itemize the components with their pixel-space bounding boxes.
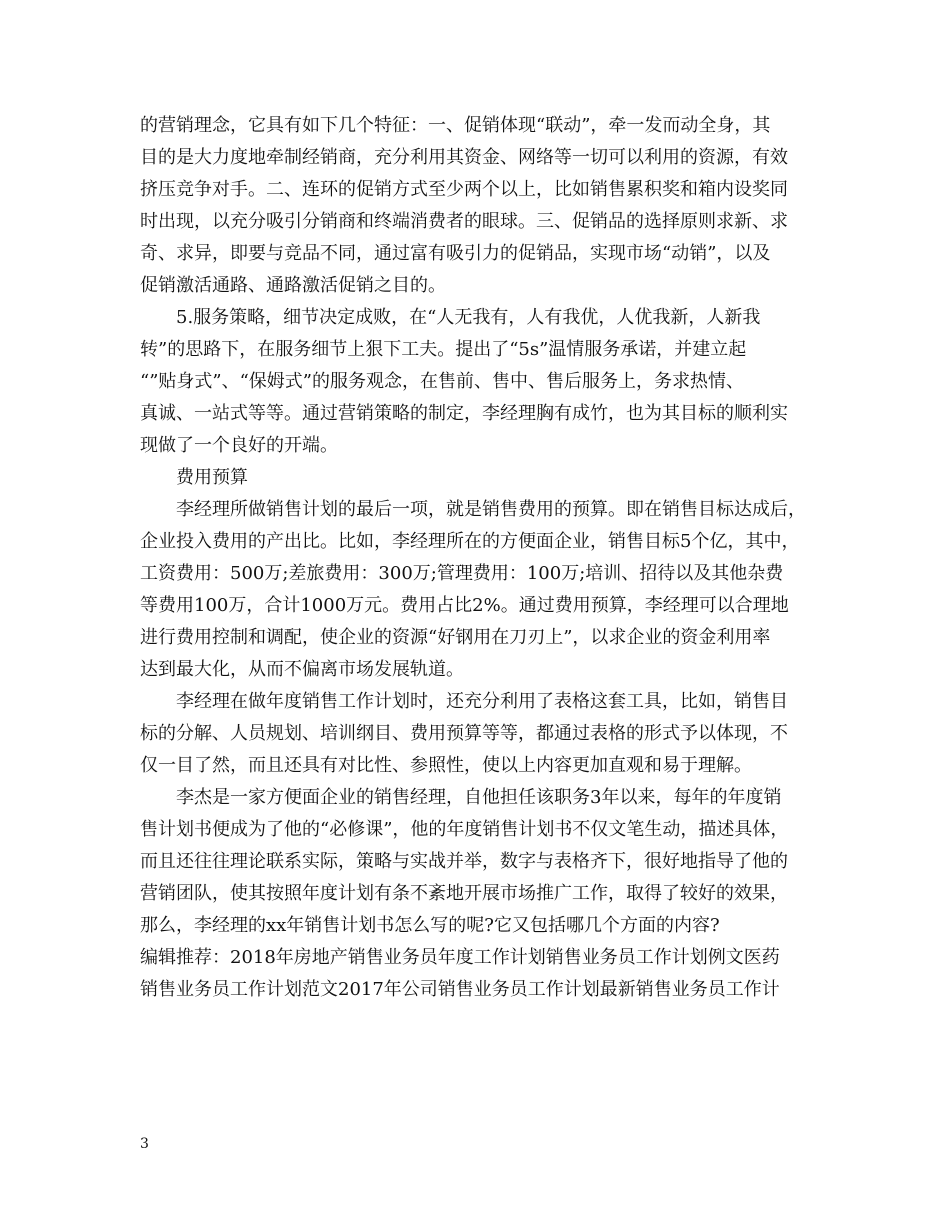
text-line: 售计划书便成为了他的“必修课”，他的年度销售计划书不仅文笔生动，描述具体， <box>140 819 789 840</box>
text-line: 达到最大化，从而不偏离市场发展轨道。 <box>140 659 464 680</box>
text-line: 而且还往往理论联系实际，策略与实战并举，数字与表格齐下，很好地指导了他的 <box>140 851 788 872</box>
text-line: 挤压竞争对手。二、连环的促销方式至少两个以上，比如销售累积奖和箱内设奖同 <box>140 179 788 200</box>
section-heading: 费用预算 <box>176 467 248 488</box>
page-number: 3 <box>140 1136 149 1152</box>
text-line: 目的是大力度地牵制经销商，充分利用其资金、网络等一切可以利用的资源，有效 <box>140 147 788 168</box>
text-line: 进行费用控制和调配，使企业的资源“好钢用在刀刃上”，以求企业的资金利用率 <box>140 627 771 648</box>
text-line: 李经理所做销售计划的最后一项，就是销售费用的预算。即在销售目标达成后， <box>176 499 806 520</box>
text-line: 销售业务员工作计划范文2017年公司销售业务员工作计划最新销售业务员工作计 <box>140 979 780 1000</box>
text-line: 5.服务策略，细节决定成败，在“人无我有，人有我优，人优我新，人新我 <box>176 307 761 328</box>
text-line: 转”的思路下，在服务细节上狠下工夫。提出了“5s”温情服务承诺，并建立起 <box>140 339 747 360</box>
text-line: “”贴身式”、“保姆式”的服务观念，在售前、售中、售后服务上，务求热情、 <box>140 371 745 392</box>
text-line: 工资费用：500万;差旅费用：300万;管理费用：100万;培训、招待以及其他杂费 <box>140 563 784 584</box>
text-line: 的营销理念，它具有如下几个特征：一、促销体现“联动”，牵一发而动全身，其 <box>140 115 771 136</box>
text-line: 李杰是一家方便面企业的销售经理，自他担任该职务3年以来，每年的年度销 <box>176 787 782 808</box>
text-line: 等费用100万，合计1000万元。费用占比2%。通过费用预算，李经理可以合理地 <box>140 595 789 616</box>
text-line: 李经理在做年度销售工作计划时，还充分利用了表格这套工具，比如，销售目 <box>176 691 788 712</box>
text-line: 编辑推荐：2018年房地产销售业务员年度工作计划销售业务员工作计划例文医药 <box>140 947 780 968</box>
text-line: 仅一目了然，而且还具有对比性、参照性，使以上内容更加直观和易于理解。 <box>140 755 752 776</box>
text-line: 企业投入费用的产出比。比如，李经理所在的方便面企业，销售目标5个亿，其中， <box>140 531 800 552</box>
text-line: 现做了一个良好的开端。 <box>140 435 338 456</box>
text-line: 营销团队，使其按照年度计划有条不紊地开展市场推广工作，取得了较好的效果， <box>140 883 788 904</box>
text-line: 标的分解、人员规划、培训纲目、费用预算等等，都通过表格的形式予以体现，不 <box>140 723 788 744</box>
text-line: 奇、求异，即要与竞品不同，通过富有吸引力的促销品，实现市场“动销”，以及 <box>140 243 771 264</box>
text-line: 那么，李经理的xx年销售计划书怎么写的呢?它又包括哪几个方面的内容? <box>140 915 720 936</box>
text-line: 时出现，以充分吸引分销商和终端消费者的眼球。三、促销品的选择原则求新、求 <box>140 211 788 232</box>
text-line: 真诚、一站式等等。通过营销策略的制定，李经理胸有成竹，也为其目标的顺利实 <box>140 403 788 424</box>
text-line: 促销激活通路、通路激活促销之目的。 <box>140 275 446 296</box>
